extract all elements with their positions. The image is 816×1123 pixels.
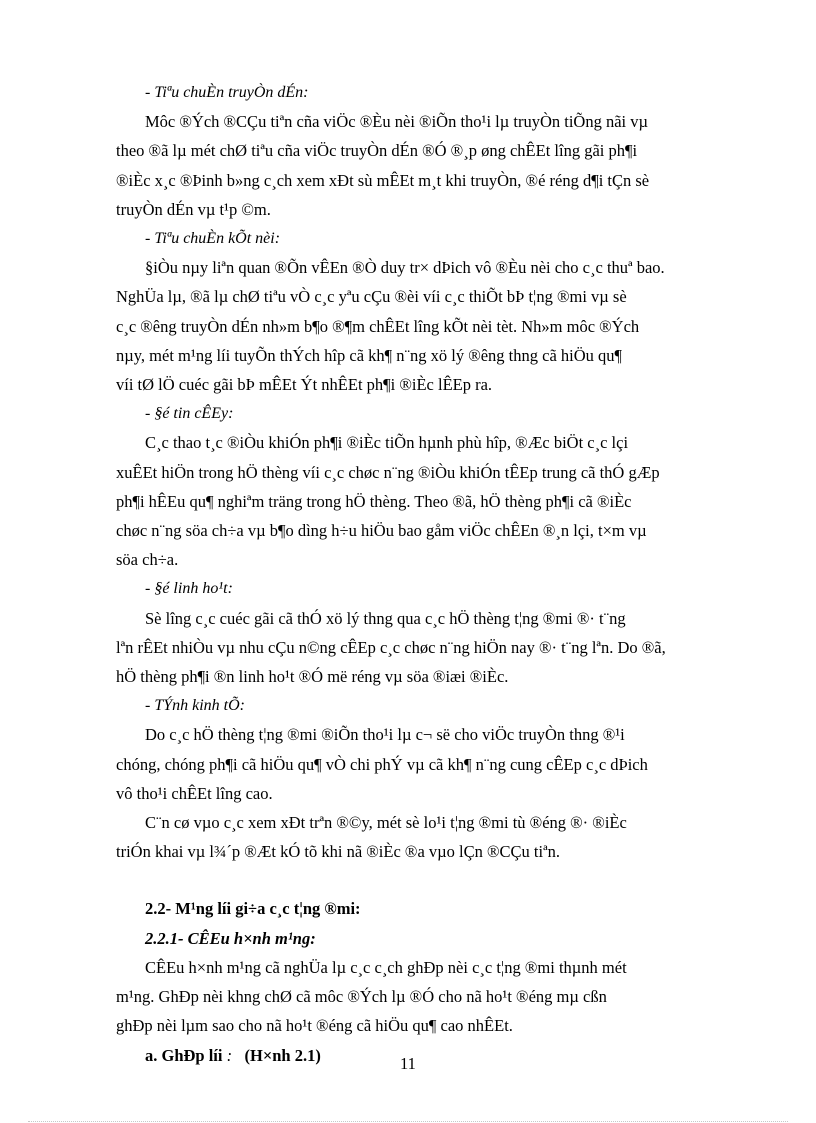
paragraph-line: söa ch÷a. (116, 550, 179, 570)
figure-reference: (H×nh 2.1) (244, 1045, 321, 1065)
paragraph-line: c¸c ®êng truyÒn dÉn nh»m b¶o ®¶m chÊEt lîng kÕt nèi tèt. Nh»m môc ®Ých (116, 316, 640, 336)
page-bottom-divider (28, 1121, 788, 1122)
paragraph-line: ph¶i hÊEu qu¶ nghiªm träng trong hÖ thèng. Theo ®ã, hÖ thèng ph¶i cã ®iÈc (116, 491, 632, 511)
paragraph-line: víi tØ lÖ cuéc gãi bÞ mÊEt Ýt nhÊEt ph¶i ®iÈc lÊEp ra. (116, 375, 493, 395)
paragraph-line: ghÐp nèi lµm sao cho nã ho¹t ®éng cã hiÖu qu¶ cao nhÊEt. (116, 1016, 513, 1036)
page-content (116, 78, 772, 1070)
paragraph-line: ®iÈc x¸c ®Þinh b»ng c¸ch xem xÐt sù mÊEt m¸t khi truyÒn, ®é réng d¶i tÇn sè (116, 170, 650, 190)
section-heading-2-2: 2.2- M¹ng líi gi÷a c¸c t¦ng ®mi: (145, 899, 361, 919)
paragraph-line: lªn rÊEt nhiÒu vµ nhu cÇu n©ng cÊEp c¸c chøc n¨ng hiÖn nay ®· t¨ng lªn. Do ®ã, (116, 637, 666, 657)
paragraph-line: nµy, mét m¹ng líi tuyÕn thÝch hîp cã kh¶ n¨ng xö lý ®êng thng cã hiÖu qu¶ (116, 345, 623, 365)
paragraph-line: xuÊEt hiÖn trong hÖ thèng víi c¸c chøc n¨ng ®iÒu khiÓn tÊEp trung cã thÓ gÆp (116, 462, 660, 482)
paragraph-line: Môc ®Ých ®CÇu tiªn cña viÖc ®Èu nèi ®iÕn tho¹i lµ truyÒn tiÕng nãi vµ (145, 112, 649, 132)
paragraph-line: chóng, chóng ph¶i cã hiÖu qu¶ vÒ chi phÝ vµ cã kh¶ n¨ng cung cÊEp c¸c dÞich (116, 754, 648, 774)
paragraph-line: vô tho¹i chÊEt lîng cao. (116, 783, 273, 803)
paragraph-line: Sè lîng c¸c cuéc gãi cã thÓ xö lý thng qua c¸c hÖ thèng t¦ng ®mi ®· t¨ng (145, 608, 626, 628)
criterion-heading-flexibility: - §é linh ho¹t: (145, 580, 233, 598)
page-number: 11 (400, 1054, 416, 1073)
criterion-heading-transmission: - Tiªu chuÈn truyÒn dÉn: (145, 84, 309, 101)
paragraph-line: truyÒn dÉn vµ t¹p ©m. (116, 199, 271, 219)
section-heading-2-2-1: 2.2.1- CÊEu h×nh m¹ng: (145, 928, 316, 948)
paragraph-line: C¨n cø vµo c¸c xem xÐt trªn ®©y, mét sè lo¹i t¦ng ®mi tù ®éng ®· ®iÈc (145, 813, 627, 833)
paragraph-line: triÓn khai vµ l¾´p ®Æt kÓ tõ khi nã ®iÈc ®a vµo lÇn ®CÇu tiªn. (116, 842, 561, 862)
paragraph-line: m¹ng. GhÐp nèi khng chØ cã môc ®Ých lµ ®Ó cho nã ho¹t ®éng mµ cßn (116, 987, 607, 1007)
criterion-heading-economy: - TÝnh kinh tÕ: (145, 697, 245, 715)
paragraph-line: C¸c thao t¸c ®iÒu khiÓn ph¶i ®iÈc tiÕn hµnh phù hîp, ®Æc biÖt c¸c lçi (145, 433, 629, 453)
section-spacer (116, 866, 772, 894)
paragraph-line: hÖ thèng ph¶i ®n linh ho¹t ®Ó më réng vµ söa ®iæi ®iÈc. (116, 667, 509, 687)
criterion-heading-reliability: - §é tin cÊEy: (145, 405, 234, 423)
paragraph-line: chøc n¨ng söa ch÷a vµ b¶o dìng h÷u hiÖu bao gåm viÖc chÊEn ®¸n lçi, t×m vµ (116, 521, 647, 541)
criterion-heading-connection: - Tiªu chuÈn kÕt nèi: (145, 230, 281, 248)
paragraph-line: theo ®ã lµ mét chØ tiªu cña viÖc truyÒn dÉn ®Ó ®¸p øng chÊEt lîng gãi ph¶i (116, 141, 638, 161)
paragraph-line: §iÒu nµy liªn quan ®Õn vÊEn ®Ò duy tr× dÞich vô ®Èu nèi cho c¸c thuª bao. (145, 258, 665, 278)
subheading-a-separator: : (226, 1045, 233, 1065)
subheading-a-label: a. GhÐp líi (145, 1045, 223, 1065)
paragraph-line: NghÜa lµ, ®ã lµ chØ tiªu vÒ c¸c yªu cÇu ®èi víi c¸c thiÕt bÞ t¦ng ®mi vµ sè (116, 287, 627, 307)
paragraph-line: CÊEu h×nh m¹ng cã nghÜa lµ c¸c c¸ch ghÐp nèi c¸c t¦ng ®mi thµnh mét (145, 957, 627, 977)
paragraph-line: Do c¸c hÖ thèng t¦ng ®mi ®iÕn tho¹i lµ c¬ së cho viÖc truyÒn thng ®¹i (145, 725, 625, 745)
